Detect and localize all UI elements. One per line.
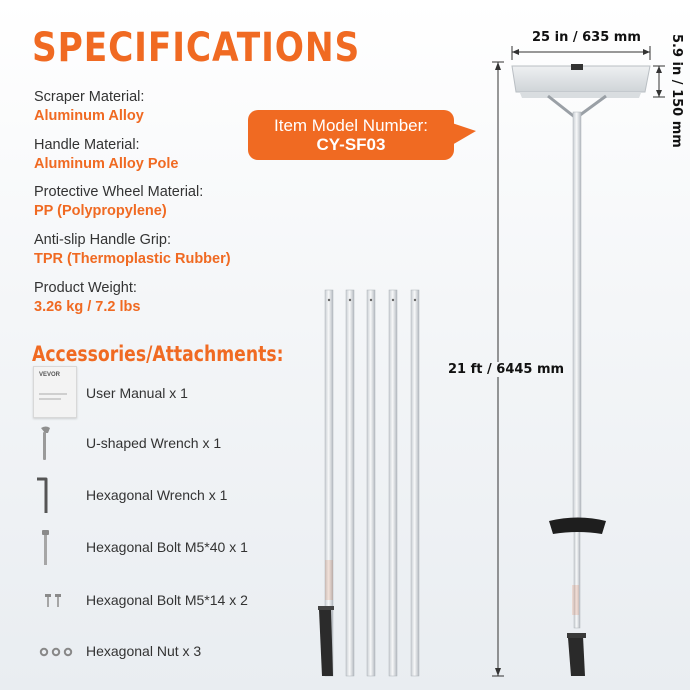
height-dimension: 5.9 in / 150 mm <box>669 34 684 148</box>
pole-sections <box>318 290 419 676</box>
width-dimension: 25 in / 635 mm <box>532 30 641 45</box>
manual-brand: VEVOR <box>39 372 61 378</box>
accessories-title: Accessories/Attachments: <box>32 342 284 366</box>
accessory-label: Hexagonal Bolt M5*40 x 1 <box>86 539 248 555</box>
accessory-label: Hexagonal Wrench x 1 <box>86 487 228 503</box>
page-title: SPECIFICATIONS <box>32 25 361 71</box>
spec-value: TPR (Thermoplastic Rubber) <box>34 251 231 267</box>
accessory-label: Hexagonal Bolt M5*14 x 2 <box>86 592 248 608</box>
accessory-label: User Manual x 1 <box>86 385 188 401</box>
spec-label: Scraper Material: <box>34 89 145 105</box>
spec-label: Anti-slip Handle Grip: <box>34 232 171 248</box>
spec-value: Aluminum Alloy Pole <box>34 156 179 172</box>
spec-label: Protective Wheel Material: <box>34 184 204 200</box>
length-dimension: 21 ft / 6445 mm <box>448 362 565 377</box>
spec-label: Product Weight: <box>34 280 137 296</box>
model-number: CY-SF03 <box>316 135 386 154</box>
spec-value: 3.26 kg / 7.2 lbs <box>34 299 141 315</box>
accessory-label: U-shaped Wrench x 1 <box>86 435 222 451</box>
spec-value: Aluminum Alloy <box>34 108 144 124</box>
accessory-label: Hexagonal Nut x 3 <box>86 643 202 659</box>
model-label: Item Model Number: <box>274 116 428 135</box>
spec-value: PP (Polypropylene) <box>34 203 167 219</box>
spec-label: Handle Material: <box>34 137 140 153</box>
